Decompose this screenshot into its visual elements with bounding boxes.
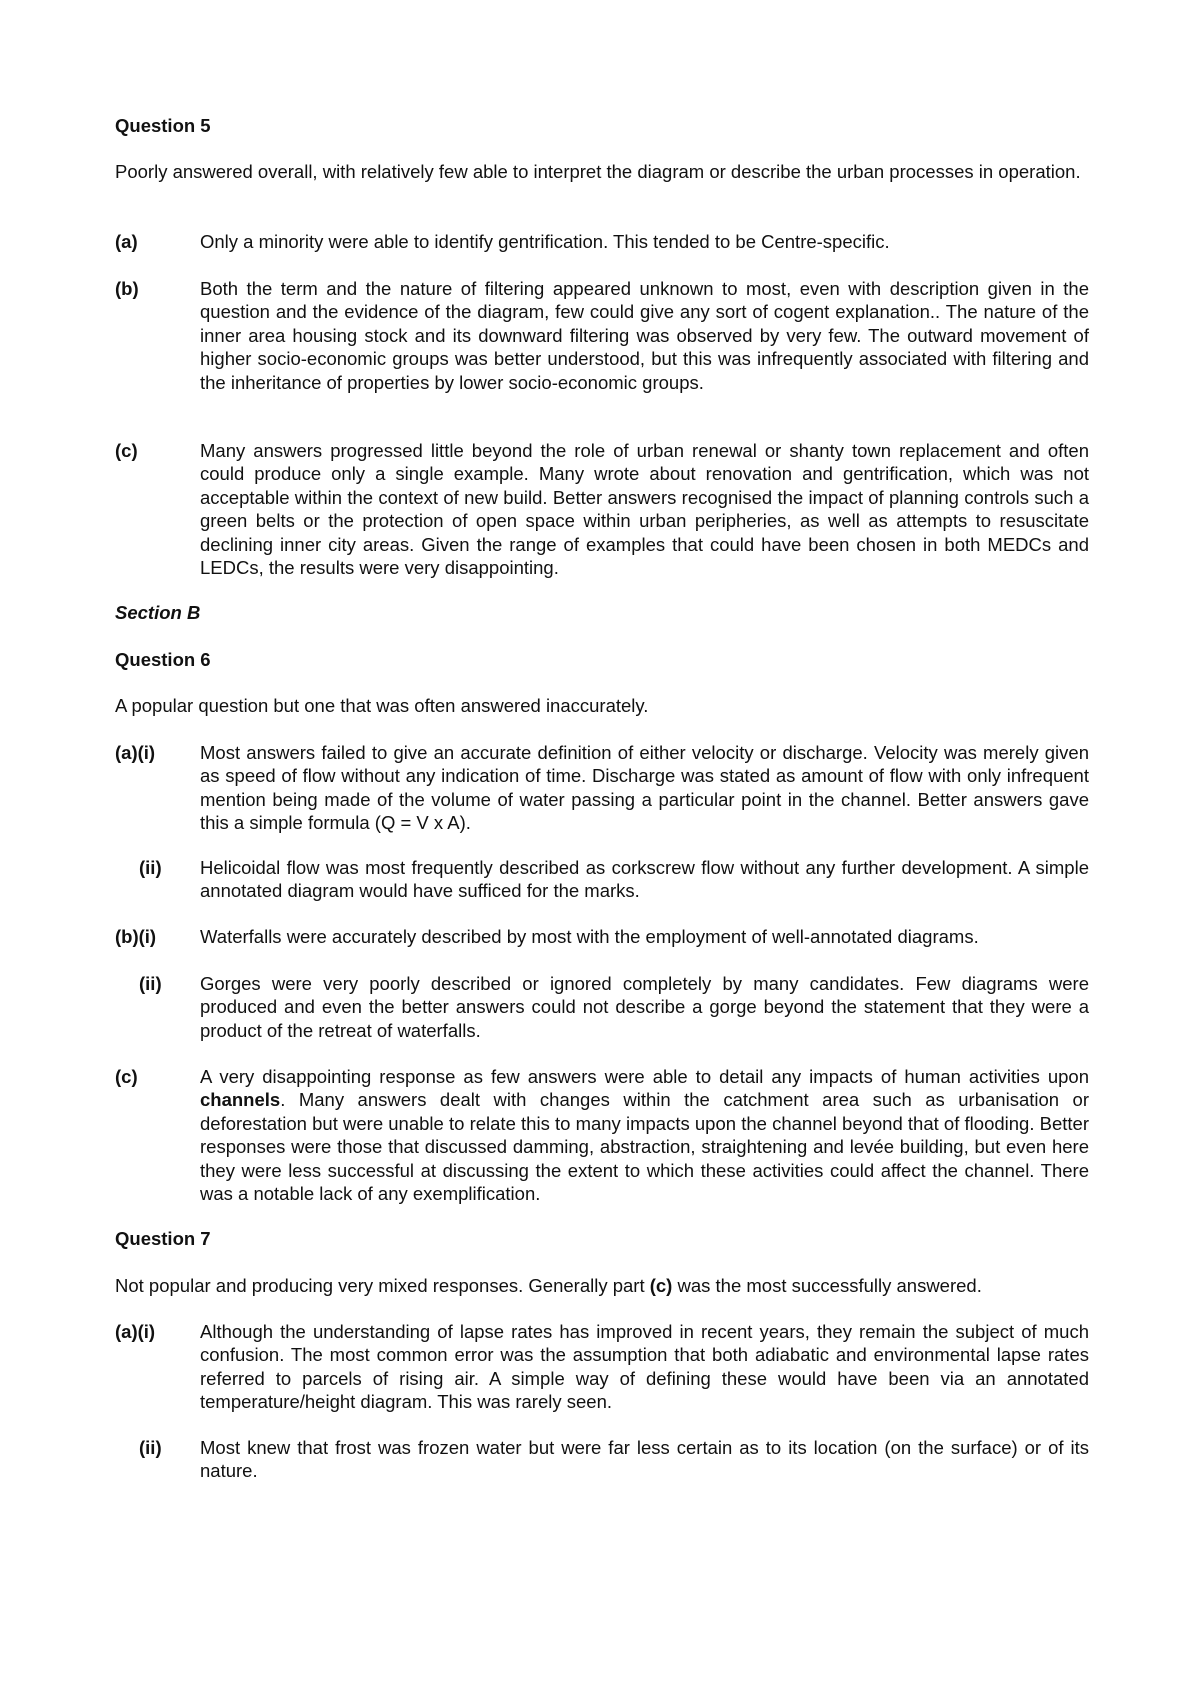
q6-part-b-i <box>115 925 1089 948</box>
q6-heading: Question 6 <box>115 649 211 670</box>
section-b-heading: Section B <box>115 602 201 623</box>
q6-bi-label: (b)(i) <box>115 926 157 947</box>
q6-c-text-bold: channels <box>200 1089 281 1111</box>
q6-intro: A popular question but one that was often answered inaccurately. <box>115 695 649 716</box>
q5-part-c <box>115 439 1089 579</box>
q5-c-label: (c) <box>115 440 138 461</box>
q7-aii-label: (ii) <box>139 1437 162 1458</box>
q6-aii-text: Helicoidal flow was most frequently described as corkscrew flow without any further development. A simple annotated diagram would have sufficed for the marks. <box>200 857 1089 902</box>
q6-part-b-ii <box>115 972 1089 1042</box>
q7-intro-pre: Not popular and producing very mixed responses. Generally part <box>115 1275 650 1296</box>
q5-a-text: Only a minority were able to identify gentrification. This tended to be Centre-specific. <box>200 231 890 252</box>
q5-part-a <box>115 230 1089 253</box>
q7-part-a-i <box>115 1320 1089 1414</box>
q6-bii-text: Gorges were very poorly described or ignored completely by many candidates. Few diagrams were produced and even the better answers could not describe a gorge beyond the statement that they were a product of the retreat of waterfalls. <box>200 973 1089 1041</box>
q6-bi-text: Waterfalls were accurately described by most with the employment of well-annotated diagrams. <box>200 926 979 947</box>
q7-intro-bold: (c) <box>649 1275 673 1296</box>
q6-c-label: (c) <box>115 1066 138 1087</box>
q7-part-a-ii <box>115 1436 1089 1483</box>
q5-b-text: Both the term and the nature of filtering appeared unknown to most, even with description given in the question and the evidence of the diagram, few could give any sort of cogent explanation.. The nature of the inner area housing stock and its downward filtering was observed by very few. The outward movement of higher socio-economic groups was better understood, but this was infrequently associated with filtering and the inheritance of properties by lower socio-economic groups. <box>200 278 1089 393</box>
q5-c-text: Many answers progressed little beyond the role of urban renewal or shanty town replacement and often could produce only a single example. Many wrote about renovation and gentrification, which was not acceptable within the context of new build. Better answers recognised the impact of planning controls such a green belts or the protection of open space within urban peripheries, as well as attempts to resuscitate declining inner city areas. Given the range of examples that could have been chosen in both MEDCs and LEDCs, the results were very disappointing. <box>200 440 1089 579</box>
q7-ai-label: (a)(i) <box>115 1321 156 1342</box>
q6-part-a-i <box>115 741 1089 835</box>
q6-aii-label: (ii) <box>139 857 162 878</box>
q6-c-text-pre: A very disappointing response as few answers were able to detail any impacts of human activities upon <box>200 1066 1089 1087</box>
q7-ai-text: Although the understanding of lapse rates has improved in recent years, they remain the subject of much confusion. The most common error was the assumption that both adiabatic and environmental lapse rates referred to parcels of rising air. A simple way of defining these would have been via an annotated temperature/height diagram. This was rarely seen. <box>200 1321 1089 1413</box>
q7-intro-post: was the most successfully answered. <box>672 1275 982 1296</box>
q7-aii-text: Most knew that frost was frozen water but were far less certain as to its location (on the surface) or of its nature. <box>200 1437 1089 1482</box>
q5-b-label: (b) <box>115 278 139 299</box>
q6-part-c <box>115 1065 1089 1205</box>
q5-part-b <box>115 277 1089 394</box>
q7-heading: Question 7 <box>115 1228 211 1249</box>
q6-part-a-ii <box>115 856 1089 903</box>
q5-heading: Question 5 <box>115 115 211 136</box>
q6-ai-text: Most answers failed to give an accurate definition of either velocity or discharge. Velocity was merely given as speed of flow without any indication of time. Discharge was stated as amount of flow with only infrequent mention being made of the volume of water passing a particular point in the channel. Better answers gave this a simple formula (Q = V x A). <box>200 742 1089 834</box>
q6-ai-label: (a)(i) <box>115 742 156 763</box>
q6-c-text <box>200 1065 1089 1205</box>
q6-c-text-post: . Many answers dealt with changes within the catchment area such as urbanisation or deforestation but were unable to relate this to many impacts upon the channel beyond that of flooding. Better responses were those that discussed damming, abstraction, straightening and levée building, but even here they were less successful at discussing the extent to which these activities could affect the channel. There was a notable lack of any exemplification. <box>200 1089 1089 1205</box>
q5-a-label: (a) <box>115 231 138 252</box>
q7-intro <box>115 1274 1089 1297</box>
q5-intro: Poorly answered overall, with relatively few able to interpret the diagram or describe the urban processes in operation. <box>115 161 1081 182</box>
q6-bii-label: (ii) <box>139 973 162 994</box>
